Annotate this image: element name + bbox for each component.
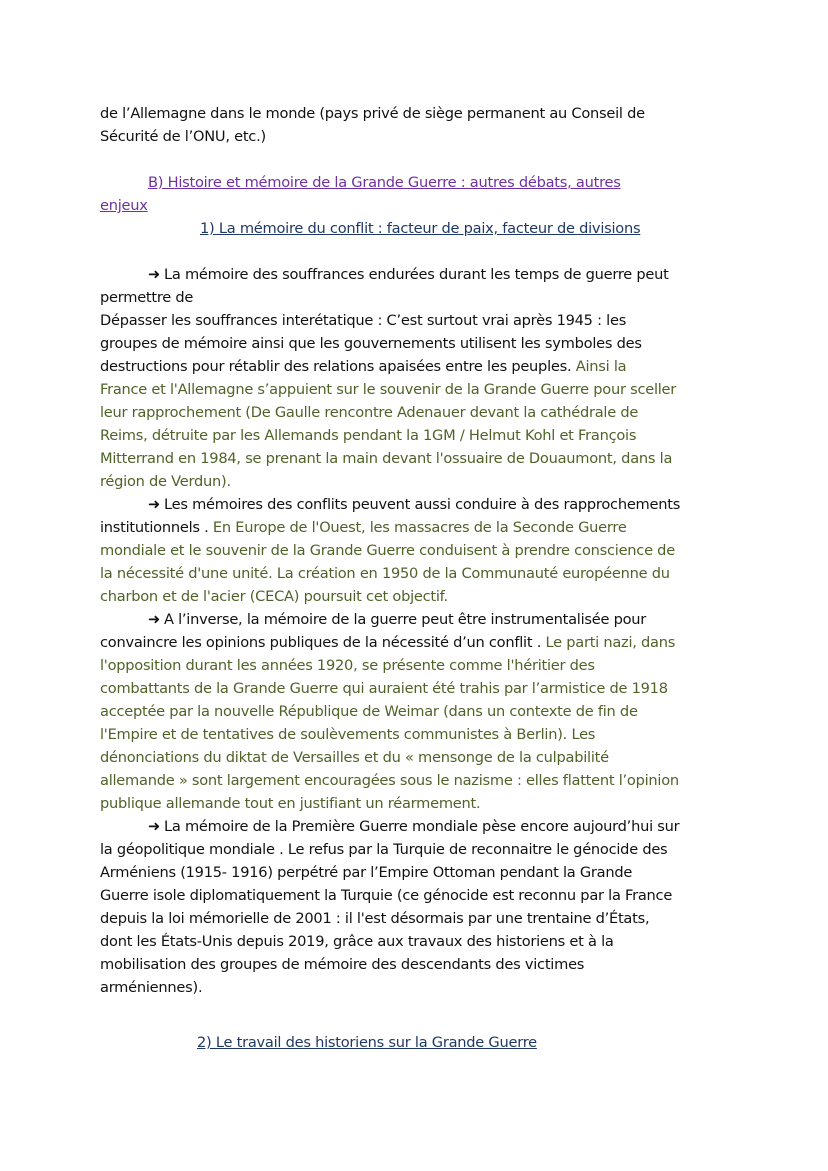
body-line xyxy=(100,907,740,930)
text-segment: Guerre isole diplomatiquement la Turquie (ce génocide est reconnu par la France xyxy=(100,887,673,904)
example-text: acceptée par la nouvelle République de Weimar (dans un contexte de fin de xyxy=(100,703,638,720)
example-text: Ainsi la xyxy=(575,358,627,375)
text-segment: B) Histoire et mémoire de la Grande Guerre : autres débats, autres xyxy=(148,174,621,191)
text-segment: Les mémoires des conflits peuvent aussi conduire à des rapprochements xyxy=(163,496,681,513)
body-line xyxy=(100,677,740,700)
example-text: région de Verdun). xyxy=(100,473,231,490)
body-line xyxy=(100,309,740,332)
arrow-right-icon: ➜ xyxy=(148,611,160,628)
body-line xyxy=(100,516,740,539)
section-heading-b xyxy=(100,171,740,194)
blank-line xyxy=(100,999,740,1022)
body-line xyxy=(100,378,740,401)
body-line xyxy=(100,976,740,999)
body-line xyxy=(100,631,740,654)
text-segment: de l’Allemagne dans le monde (pays privé de siège permanent au Conseil de xyxy=(100,105,645,122)
bullet-paragraph-line xyxy=(100,815,740,838)
body-line xyxy=(100,953,740,976)
text-segment: La mémoire des souffrances endurées durant les temps de guerre peut xyxy=(163,266,669,283)
example-text: publique allemande tout en justifiant un réarmement. xyxy=(100,795,481,812)
blank-line xyxy=(100,240,740,263)
arrow-right-icon: ➜ xyxy=(148,496,160,513)
example-text: dénonciations du diktat de Versailles et du « mensonge de la culpabilité xyxy=(100,749,609,766)
body-line xyxy=(100,355,740,378)
example-text: l'Empire et de tentatives de soulèvements communistes à Berlin). Les xyxy=(100,726,596,743)
body-line xyxy=(100,585,740,608)
subsection-heading-2 xyxy=(100,1031,740,1054)
body-line xyxy=(100,723,740,746)
body-line xyxy=(100,700,740,723)
section-heading-b-continued xyxy=(100,194,740,217)
text-segment: destructions pour rétablir des relations apaisées entre les peuples. xyxy=(100,358,576,375)
blank-line xyxy=(100,148,740,171)
example-text: France et l'Allemagne s’appuient sur le souvenir de la Grande Guerre pour sceller xyxy=(100,381,677,398)
example-text: mondiale et le souvenir de la Grande Guerre conduisent à prendre conscience de xyxy=(100,542,675,559)
example-text: Mitterrand en 1984, se prenant la main devant l'ossuaire de Douaumont, dans la xyxy=(100,450,673,467)
text-segment: Sécurité de l’ONU, etc.) xyxy=(100,128,266,145)
body-line xyxy=(100,125,740,148)
example-text: la nécessité d'une unité. La création en 1950 de la Communauté européenne du xyxy=(100,565,670,582)
text-segment: permettre de xyxy=(100,289,194,306)
body-line xyxy=(100,286,740,309)
body-line xyxy=(100,861,740,884)
body-line xyxy=(100,792,740,815)
body-line xyxy=(100,539,740,562)
bullet-paragraph-line xyxy=(100,263,740,286)
text-segment: La mémoire de la Première Guerre mondiale pèse encore aujourd’hui sur xyxy=(163,818,680,835)
text-segment: 1) La mémoire du conflit : facteur de paix, facteur de divisions xyxy=(200,220,641,237)
body-line xyxy=(100,884,740,907)
text-segment: dont les États-Unis depuis 2019, grâce aux travaux des historiens et à la xyxy=(100,933,614,950)
example-text: En Europe de l'Ouest, les massacres de la Seconde Guerre xyxy=(212,519,627,536)
text-segment: 2) Le travail des historiens sur la Grande Guerre xyxy=(197,1034,537,1051)
text-segment: institutionnels . xyxy=(100,519,213,536)
body-line xyxy=(100,838,740,861)
body-line xyxy=(100,930,740,953)
bullet-paragraph-line xyxy=(100,493,740,516)
body-line xyxy=(100,746,740,769)
body-line xyxy=(100,470,740,493)
text-segment: enjeux xyxy=(100,197,148,214)
text-segment: Arméniens (1915- 1916) perpétré par l’Empire Ottoman pendant la Grande xyxy=(100,864,633,881)
example-text: combattants de la Grande Guerre qui auraient été trahis par l’armistice de 1918 xyxy=(100,680,668,697)
body-line xyxy=(100,562,740,585)
body-line xyxy=(100,424,740,447)
text-segment: depuis la loi mémorielle de 2001 : il l'est désormais par une trentaine d’États, xyxy=(100,910,650,927)
text-segment: Dépasser les souffrances interétatique : C’est surtout vrai après 1945 : les xyxy=(100,312,627,329)
arrow-right-icon: ➜ xyxy=(148,266,160,283)
arrow-right-icon: ➜ xyxy=(148,818,160,835)
text-segment: convaincre les opinions publiques de la nécessité d’un conflit . xyxy=(100,634,546,651)
body-line xyxy=(100,102,740,125)
example-text: Le parti nazi, dans xyxy=(545,634,676,651)
body-line xyxy=(100,654,740,677)
text-segment: groupes de mémoire ainsi que les gouvernements utilisent les symboles des xyxy=(100,335,642,352)
example-text: leur rapprochement (De Gaulle rencontre Adenauer devant la cathédrale de xyxy=(100,404,639,421)
example-text: l'opposition durant les années 1920, se présente comme l'héritier des xyxy=(100,657,595,674)
example-text: allemande » sont largement encouragées sous le nazisme : elles flattent l’opinion xyxy=(100,772,679,789)
body-line xyxy=(100,332,740,355)
text-segment: A l’inverse, la mémoire de la guerre peut être instrumentalisée pour xyxy=(163,611,647,628)
body-line xyxy=(100,401,740,424)
body-line xyxy=(100,447,740,470)
bullet-paragraph-line xyxy=(100,608,740,631)
text-segment: arméniennes). xyxy=(100,979,203,996)
text-segment: mobilisation des groupes de mémoire des descendants des victimes xyxy=(100,956,585,973)
document-page xyxy=(100,102,740,1054)
text-segment: la géopolitique mondiale . Le refus par la Turquie de reconnaitre le génocide des xyxy=(100,841,668,858)
body-line xyxy=(100,769,740,792)
subsection-heading-1 xyxy=(100,217,740,240)
example-text: Reims, détruite par les Allemands pendant la 1GM / Helmut Kohl et François xyxy=(100,427,637,444)
example-text: charbon et de l'acier (CECA) poursuit cet objectif. xyxy=(100,588,448,605)
